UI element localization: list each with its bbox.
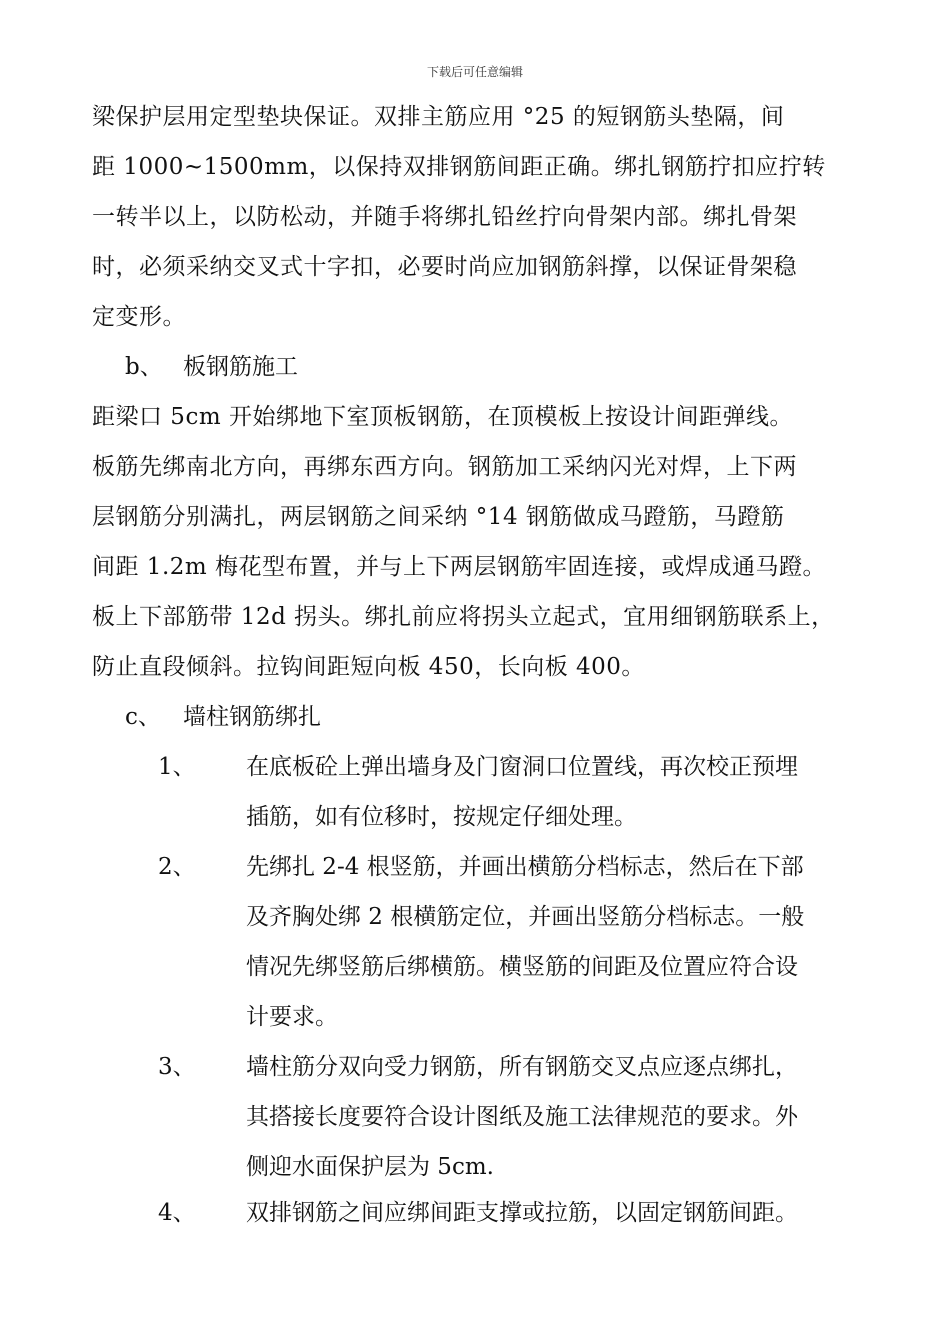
section-label: b、 <box>125 354 163 380</box>
text-line: 距 1000~1500mm，以保持双排钢筋间距正确。绑扎钢筋拧扣应拧转 <box>92 154 826 180</box>
list-item-number: 2、 <box>158 854 196 880</box>
text-line: 及齐胸处绑 2 根横筋定位，并画出竖筋分档标志。一般 <box>246 904 805 930</box>
paragraph-beam-cover <box>92 92 882 342</box>
section-title: 板钢筋施工 <box>183 354 298 380</box>
list-item-number: 1、 <box>158 754 196 780</box>
text-line: 计要求。 <box>246 1004 338 1030</box>
text-line: 双排钢筋之间应绑间距支撑或拉筋，以固定钢筋间距。 <box>246 1200 798 1226</box>
list-item <box>246 1188 866 1238</box>
section-title: 墙柱钢筋绑扎 <box>183 704 321 730</box>
text-line: 定变形。 <box>92 304 186 330</box>
text-line: 距梁口 5cm 开始绑地下室顶板钢筋，在顶模板上按设计间距弹线。 <box>92 404 793 430</box>
text-line: 墙柱筋分双向受力钢筋，所有钢筋交叉点应逐点绑扎， <box>246 1054 798 1080</box>
text-line: 间距 1.2m 梅花型布置，并与上下两层钢筋牢固连接，或焊成通马蹬。 <box>92 554 827 580</box>
text-line: 板上下部筋带 12d 拐头。绑扎前应将拐头立起式，宜用细钢筋联系上， <box>92 604 835 630</box>
text-line: 防止直段倾斜。拉钩间距短向板 450，长向板 400。 <box>92 654 645 680</box>
list-item <box>246 842 866 1042</box>
text-line: 板筋先绑南北方向，再绑东西方向。钢筋加工采纳闪光对焊，上下两 <box>92 454 797 480</box>
text-line: 插筋，如有位移时，按规定仔细处理。 <box>246 804 637 830</box>
text-line: 层钢筋分别满扎，两层钢筋之间采纳 °14 钢筋做成马蹬筋，马蹬筋 <box>92 504 785 530</box>
page-header: 下载后可任意编辑 <box>426 65 523 79</box>
list-item-number: 3、 <box>158 1054 196 1080</box>
text-line: 先绑扎 2-4 根竖筋，并画出横筋分档标志，然后在下部 <box>246 854 804 880</box>
text-line: 情况先绑竖筋后绑横筋。横竖筋的间距及位置应符合设 <box>246 954 798 980</box>
text-line: 梁保护层用定型垫块保证。双排主筋应用 °25 的短钢筋头垫隔，间 <box>92 104 785 130</box>
section-heading-b <box>125 342 298 392</box>
text-line: 一转半以上，以防松动，并随手将绑扎铅丝拧向骨架内部。绑扎骨架 <box>92 204 797 230</box>
list-item <box>246 1042 866 1192</box>
section-heading-c <box>125 692 321 742</box>
text-line: 侧迎水面保护层为 5cm. <box>246 1154 494 1180</box>
text-line: 时，必须采纳交叉式十字扣，必要时尚应加钢筋斜撑，以保证骨架稳 <box>92 254 797 280</box>
paragraph-slab-rebar <box>92 392 882 692</box>
list-item-number: 4、 <box>158 1200 196 1226</box>
text-line: 其搭接长度要符合设计图纸及施工法律规范的要求。外 <box>246 1104 798 1130</box>
list-item <box>246 742 866 842</box>
section-label: c、 <box>125 704 161 730</box>
text-line: 在底板砼上弹出墙身及门窗洞口位置线，再次校正预埋 <box>246 754 798 780</box>
